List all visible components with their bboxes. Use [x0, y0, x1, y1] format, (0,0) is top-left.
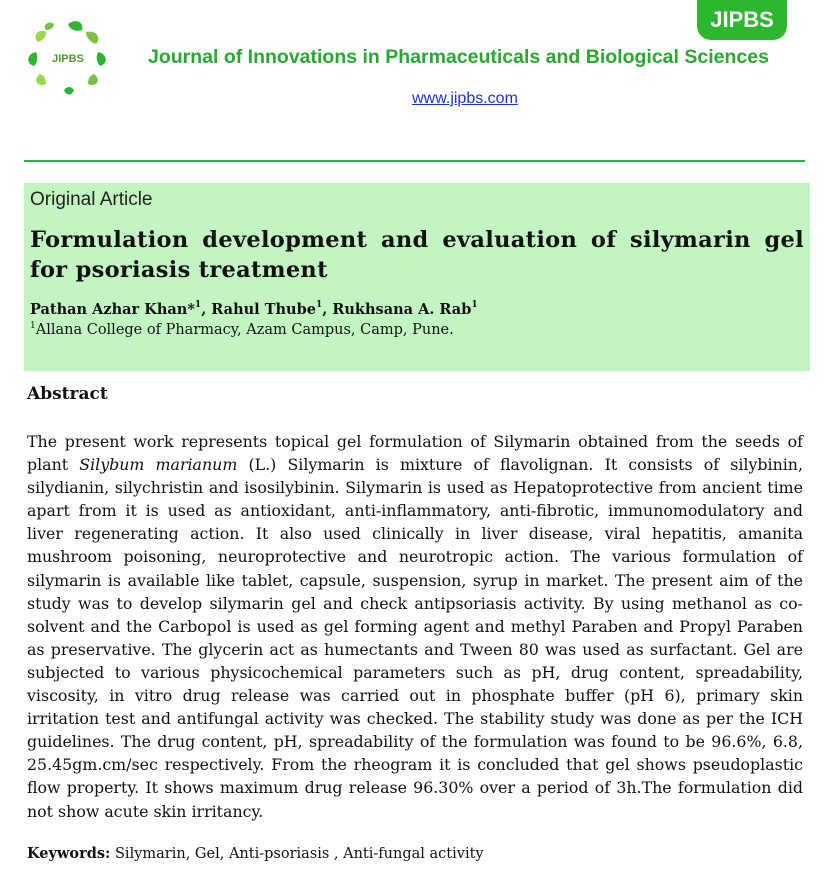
- author-affiliation-mark: 1: [315, 300, 323, 310]
- journal-badge: JIPBS: [697, 0, 787, 40]
- author-name: Rukhsana A. Rab: [332, 301, 472, 318]
- author-name: Pathan Azhar Khan*: [30, 301, 195, 318]
- author-affiliation-mark: 1: [194, 300, 202, 310]
- affiliation: [30, 322, 804, 338]
- abstract-text: The present work represents topical gel formulation of Silymarin obtained from the seeds of plant: [27, 432, 803, 475]
- keywords-label: Keywords:: [27, 845, 111, 862]
- affiliation-text: Allana College of Pharmacy, Azam Campus, Camp, Pune.: [35, 322, 454, 338]
- keywords: [27, 845, 484, 862]
- jipbs-logo: [24, 18, 112, 98]
- abstract-text: (L.) Silymarin is mixture of flavolignan. It consists of silybinin, silydianin, silychristin and isosilybinin. Silymarin is used as Hepatoprotective from ancient time apart from it is used as antioxidant, anti-inflammatory, anti-fibrotic, immunomodulatory and liver regenerating action. It also used clinically in liver disease, viral hepatitis, amanita mushroom poisoning, neuroprotective and neurotropic action. The various formulation of silymarin is available like tablet, capsule, suspension, syrup in market. The present aim of the study was to develop silymarin gel and check antipsoriasis activity. By using methanol as co-solvent and the Carbopol is used as gel forming agent and methyl Paraben and Propyl Paraben as preservative. The glycerin act as humectants and Tween 80 was used as surfactant. Gel are subjected to various physicochemical parameters such as pH, drug content, spreadability, viscosity, in vitro drug release was carried out in phosphate buffer (pH 6), primary skin irritation test and antifungal activity was checked. The stability study was done as per the ICH guidelines. The drug content, pH, spreadability of the formulation was found to be 96.6%, 6.8, 25.45gm.cm/sec respectively. From the rheogram it is concluded that gel shows pseudoplastic flow property. It shows maximum drug release 96.30% over a period of 3h.The formulation did not show acute skin irritancy.: [27, 455, 803, 821]
- author-list: Pathan Azhar Khan*$^1$, Rahul Thube$^1$, Rukhsana A. Rab$^1$: [30, 300, 478, 318]
- keywords-text: Silymarin, Gel, Anti-psoriasis , Anti-fungal activity: [110, 846, 484, 862]
- journal-website-link[interactable]: www.jipbs.com: [412, 90, 518, 107]
- affiliation-number: 1: [30, 321, 36, 331]
- author-name: Rahul Thube: [211, 301, 316, 318]
- abstract-heading: Abstract: [27, 384, 108, 404]
- journal-name: Journal of Innovations in Pharmaceuticals and Biological Sciences: [148, 46, 769, 68]
- abstract-body: [27, 430, 803, 823]
- author-affiliation-mark: 1: [471, 300, 478, 310]
- article-header: [24, 183, 810, 371]
- header-divider: [24, 160, 805, 162]
- species-name: Silybum marianum: [79, 455, 238, 475]
- article-title: Formulation development and evaluation of silymarin gel for psoriasis treatment: [30, 227, 804, 283]
- article-type: Original Article: [30, 189, 153, 210]
- logo-text: JIPBS: [52, 53, 84, 65]
